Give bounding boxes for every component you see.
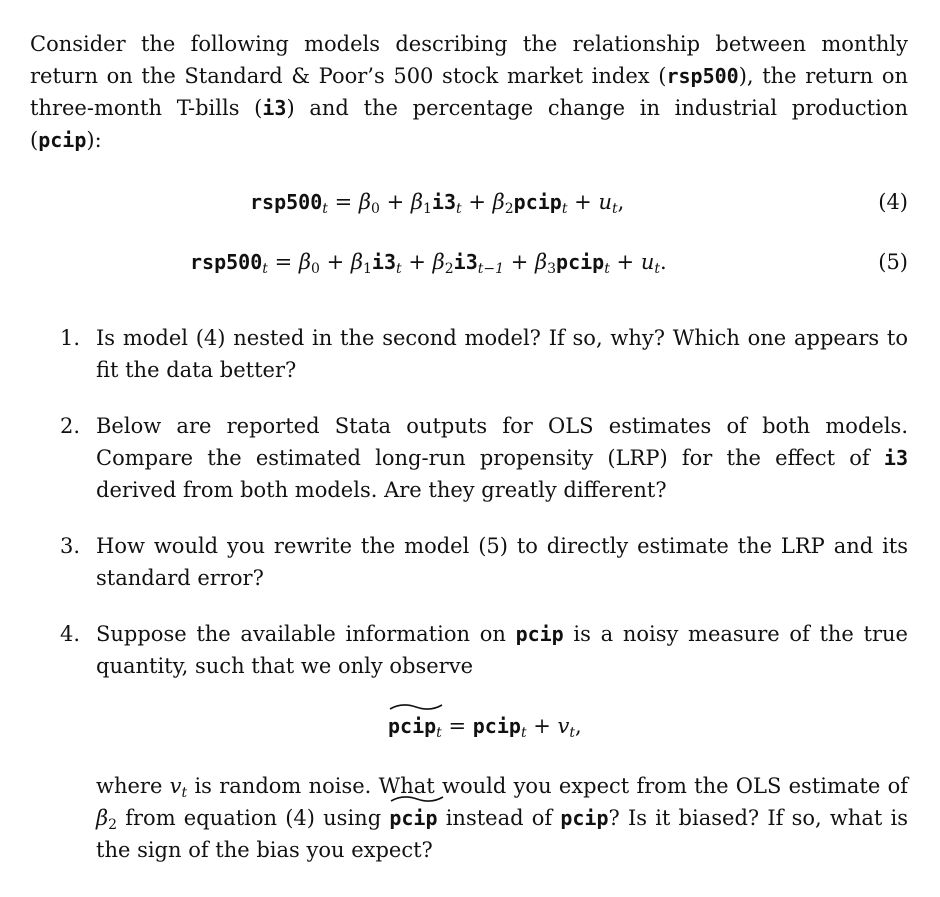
var-i3: i3: [262, 96, 287, 120]
intro-text-3: ) and the percentage change in industrial production (: [30, 96, 908, 152]
question-3: [60, 530, 908, 594]
equation-4-body: $rsp500_t = \beta_0 + \beta_1i3_t$ + $\beta_2pcip_t + u_t$,: [250, 190, 625, 217]
intro-text-2: ), the return on three-month T-bills (: [30, 64, 909, 120]
question-2: [60, 410, 908, 506]
var-pcip-tilde: pcip: [389, 806, 438, 830]
equation-observed: [0, 710, 940, 742]
var-pcip: pcip: [515, 622, 564, 646]
question-2-number: 2.: [60, 414, 81, 438]
question-4-text-part1: Suppose the available information on pcip is a noisy measure of the true quantity, such that we only observe: [96, 622, 908, 678]
question-4-number: 4.: [60, 622, 81, 646]
var-pcip: pcip: [38, 128, 87, 152]
question-4-text-part2: where $v_t$ is random noise. What would you expect from the OLS estimate of $\beta_2$ from equation (4) using pcip instead of pcip? Is it biased? If so, what is the sign of the bias you expect?: [96, 774, 909, 862]
equation-5: [0, 246, 940, 278]
intro-text-1: Consider the following models describing the relationship between monthly return on the Standard & Poor’s 500 stock market index (: [30, 32, 908, 88]
intro-text-4: ):: [86, 128, 102, 152]
question-4: [60, 618, 908, 682]
equation-4: [0, 186, 940, 218]
intro-paragraph: [30, 28, 908, 156]
question-1: [60, 322, 908, 386]
equation-5-body: $rsp500_t = \beta_0 + \beta_1i3_t + \beta_2i3_{t-1}$ + $\beta_3pcip_t + u_t$.: [190, 250, 667, 277]
question-3-text: How would you rewrite the model (5) to directly estimate the LRP and its standard error?: [96, 534, 908, 590]
question-3-number: 3.: [60, 534, 81, 558]
var-rsp500: rsp500: [666, 64, 739, 88]
var-pcip: pcip: [560, 806, 609, 830]
question-1-text: Is model (4) nested in the second model? If so, why? Which one appears to fit the data better?: [96, 326, 908, 382]
var-i3: i3: [883, 446, 908, 470]
question-2-text: Below are reported Stata outputs for OLS estimates of both models. Compare the estimated long-run propensity (LRP) for the effect of i3 derived from both models. Are they greatly different?: [96, 414, 908, 502]
equation-5-number: (5): [878, 250, 908, 274]
question-1-number: 1.: [60, 326, 81, 350]
question-4-continued: [60, 770, 908, 866]
equation-4-number: (4): [878, 190, 908, 214]
equation-observed-body: pcip$_t$ = pcip$_t$ + $v_t$,: [388, 710, 582, 742]
